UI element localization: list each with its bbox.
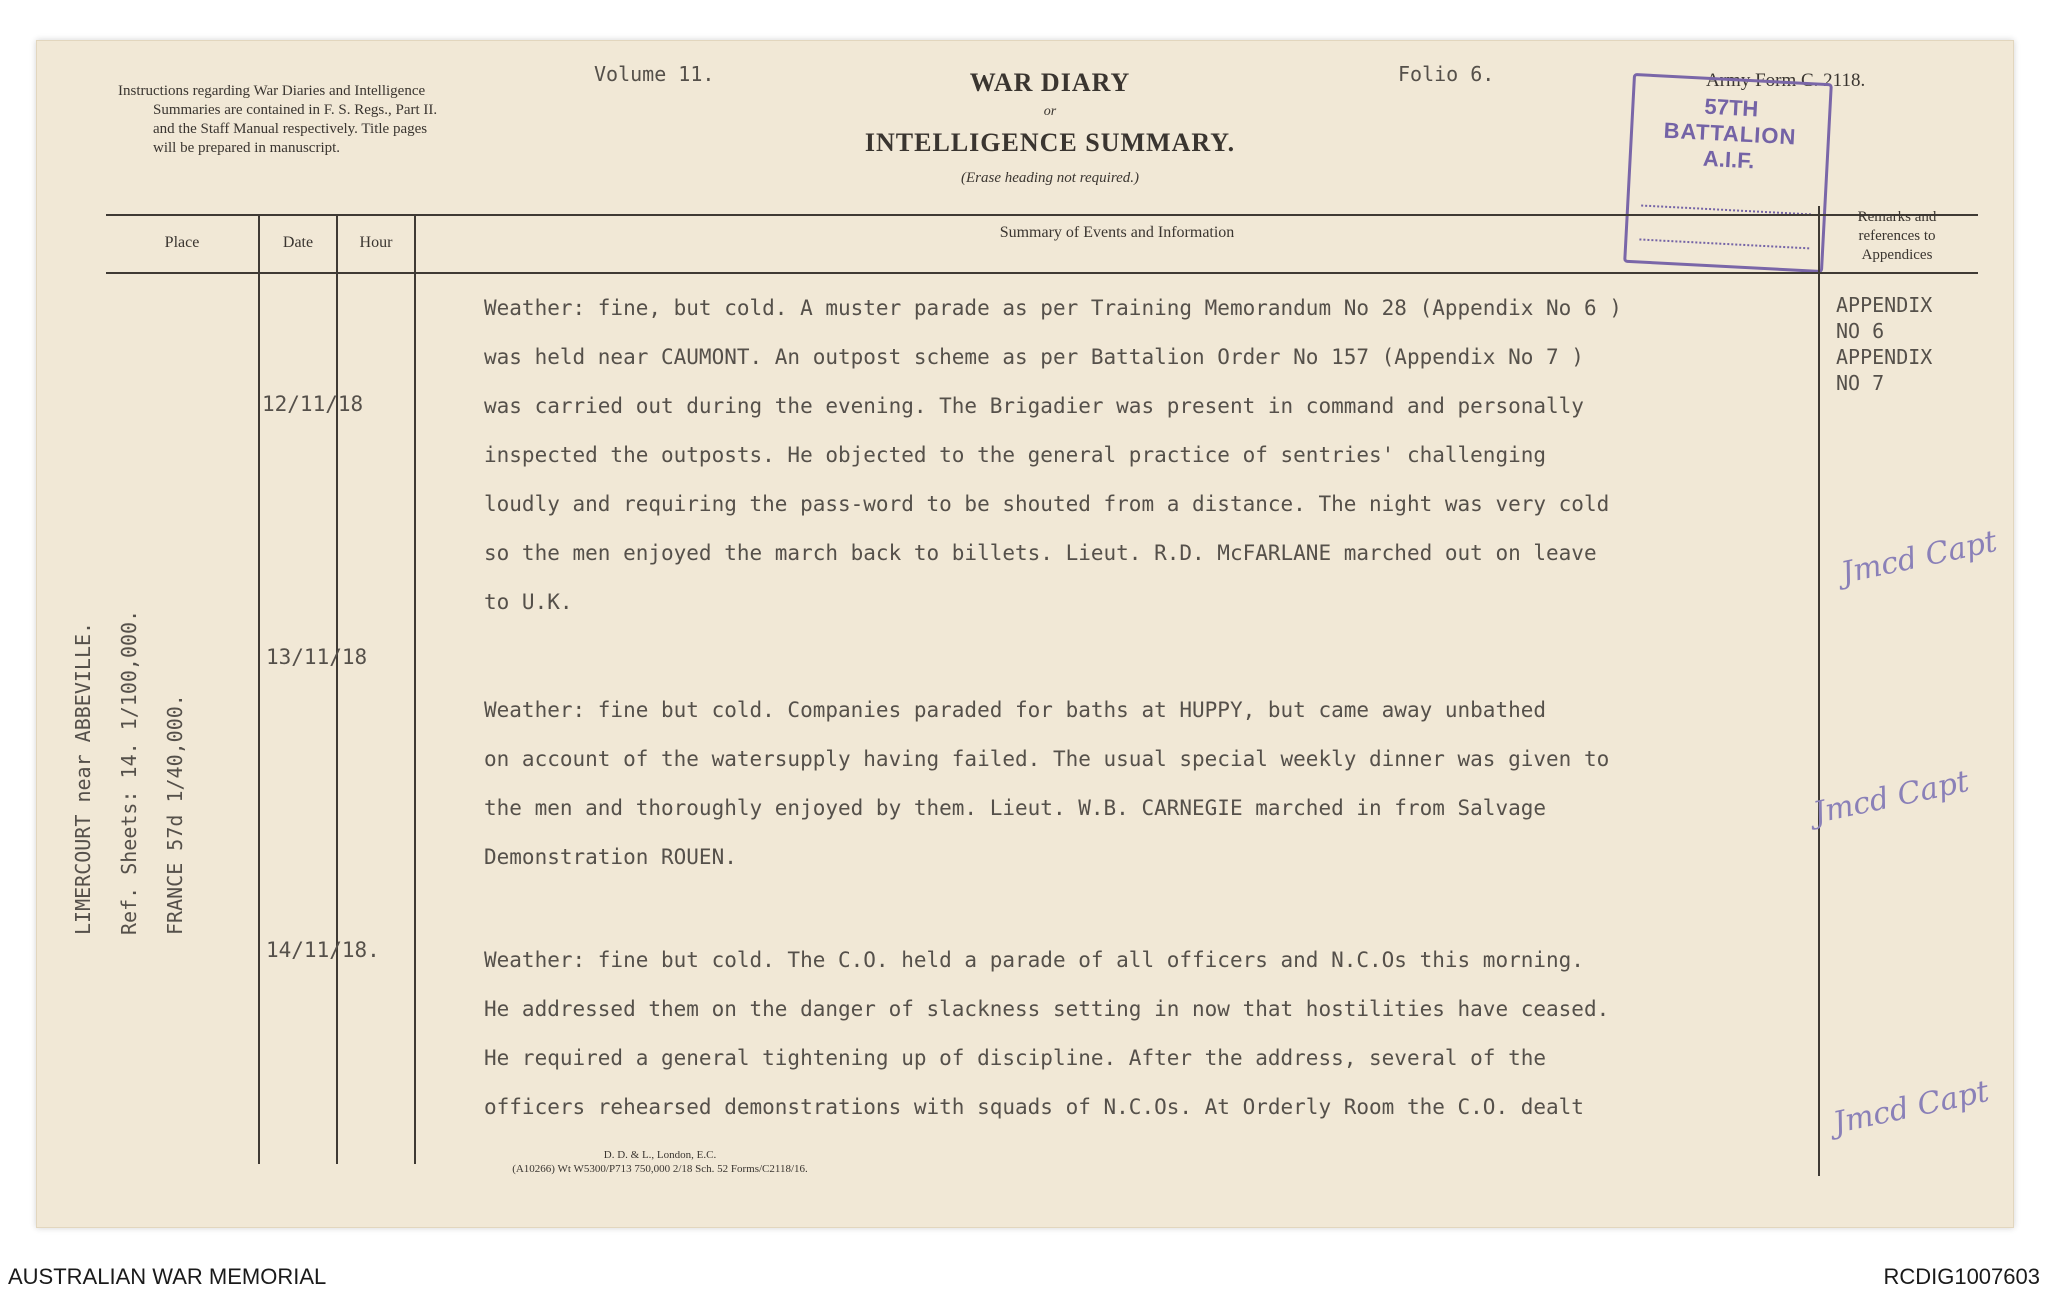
printer-imprint: [490, 1148, 830, 1176]
entry-line: on account of the watersupply having failed. The usual special weekly dinner was given to: [484, 747, 1610, 771]
entry-date: 13/11/18: [266, 645, 368, 669]
place-location: LIMERCOURT near ABBEVILLE.: [71, 621, 95, 935]
instructions-line: will be prepared in manuscript.: [153, 140, 341, 156]
entry-line: Weather: fine, but cold. A muster parade as per Training Memorandum No 28 (Appendix No 6 ): [484, 296, 1622, 320]
footer-id: RCDIG1007603: [1883, 1264, 2040, 1289]
place-ref-sheets: Ref. Sheets: 14. 1/100,000.: [117, 609, 141, 935]
column-divider: [258, 214, 260, 1164]
battalion-stamp: [1623, 73, 1833, 273]
diary-entry: [484, 686, 1814, 882]
entry-line: inspected the outposts. He objected to the general practice of sentries' challenging: [484, 443, 1547, 467]
printer-line: (A10266) Wt W5300/P713 750,000 2/18 Sch. 52 Forms/C2118/16.: [512, 1163, 808, 1175]
place-ref-sheets-2: FRANCE 57d 1/40,000.: [163, 694, 187, 935]
diary-entry: [484, 936, 1814, 1132]
remarks-item: NO 6: [1836, 319, 1885, 343]
column-summary: Summary of Events and Information: [999, 224, 1235, 241]
handwritten-initials: Jmcd Capt: [1810, 763, 1973, 832]
remarks-appendices: [1836, 292, 1932, 396]
stamp-line-2: BATTALION: [1663, 117, 1798, 150]
stamp-line-3: A.I.F.: [1702, 145, 1755, 174]
entry-line: the men and thoroughly enjoyed by them. Lieut. W.B. CARNEGIE marched in from Salvage: [484, 796, 1547, 820]
entry-line: Weather: fine but cold. The C.O. held a parade of all officers and N.C.Os this morning.: [484, 948, 1584, 972]
table-top-rule: [106, 214, 1978, 216]
stamp-line-1: 57TH: [1703, 93, 1759, 122]
column-divider: [1818, 206, 1820, 1176]
instructions-line: Summaries are contained in F. S. Regs., Part II.: [153, 102, 438, 118]
column-divider: [414, 214, 416, 1164]
entry-line: was held near CAUMONT. An outpost scheme as per Battalion Order No 157 (Appendix No 7 ): [484, 345, 1584, 369]
entry-line: was carried out during the evening. The Brigadier was present in command and personally: [484, 394, 1584, 418]
entry-line: Demonstration ROUEN.: [484, 845, 737, 869]
printer-line: D. D. & L., London, E.C.: [603, 1149, 717, 1161]
remarks-item: APPENDIX: [1836, 345, 1933, 369]
entry-line: He addressed them on the danger of slackness setting in now that hostilities have ceased.: [484, 997, 1610, 1021]
header-bottom-rule: [106, 272, 1978, 274]
column-hour: Hour: [359, 234, 393, 251]
entry-line: officers rehearsed demonstrations with squads of N.C.Os. At Orderly Room the C.O. dealt: [484, 1095, 1584, 1119]
instructions-line: Instructions regarding War Diaries and Intelligence: [118, 83, 426, 99]
instructions-line: and the Staff Manual respectively. Title pages: [153, 121, 428, 137]
place-column: [60, 415, 187, 935]
entry-line: to U.K.: [484, 590, 573, 614]
entry-line: He required a general tightening up of discipline. After the address, several of the: [484, 1046, 1547, 1070]
entry-line: Weather: fine but cold. Companies paraded for baths at HUPPY, but came away unbathed: [484, 698, 1547, 722]
column-remarks: Remarks and references to Appendices: [1857, 209, 1937, 263]
column-date: Date: [282, 234, 314, 251]
entry-line: so the men enjoyed the march back to billets. Lieut. R.D. McFARLANE marched out on leave: [484, 541, 1597, 565]
folio-number: Folio 6.: [1398, 62, 1495, 86]
erase-heading-note: (Erase heading not required.): [960, 170, 1140, 186]
column-place: Place: [164, 234, 200, 251]
handwritten-initials: Jmcd Capt: [1838, 523, 2001, 592]
title-war-diary: WAR DIARY: [969, 68, 1131, 97]
instructions-note: [118, 82, 598, 158]
volume-number: Volume 11.: [594, 62, 715, 86]
handwritten-initials: Jmcd Capt: [1830, 1073, 1993, 1142]
column-divider: [336, 214, 338, 1164]
army-form-number: Army Form C. 2118.: [1706, 70, 1866, 91]
diary-entry: [484, 284, 1814, 627]
title-or: or: [1043, 104, 1057, 119]
entry-date: 12/11/18: [262, 392, 364, 416]
footer-source: AUSTRALIAN WAR MEMORIAL: [8, 1264, 327, 1289]
title-intelligence-summary: INTELLIGENCE SUMMARY.: [864, 128, 1236, 157]
remarks-item: APPENDIX: [1836, 293, 1933, 317]
entry-line: loudly and requiring the pass-word to be shouted from a distance. The night was very cold: [484, 492, 1610, 516]
entry-date: 14/11/18.: [266, 938, 380, 962]
remarks-item: NO 7: [1836, 371, 1885, 395]
